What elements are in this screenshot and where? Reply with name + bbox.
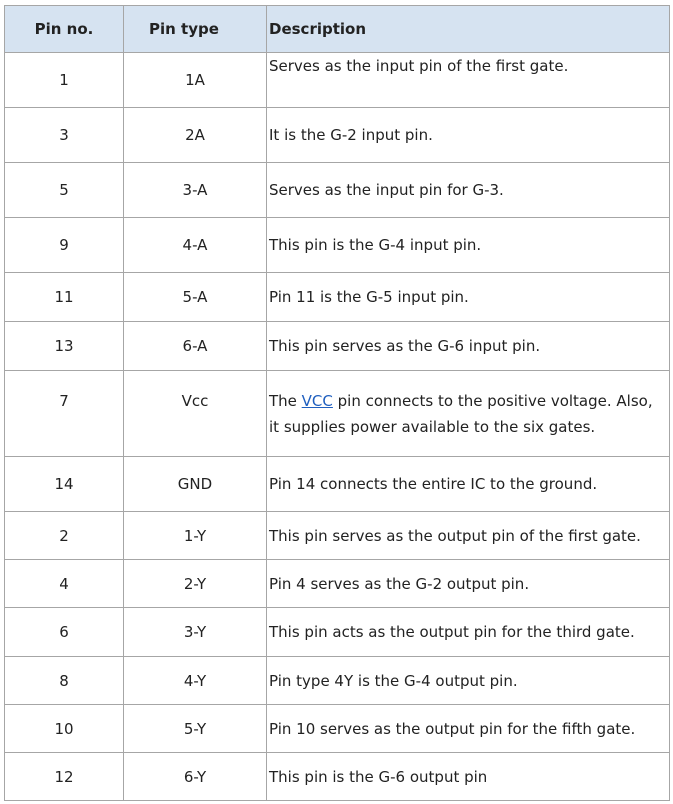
pin-number: 10 [5,705,124,753]
pin-description: This pin serves as the G-6 input pin. [267,322,670,371]
pin-description: It is the G-2 input pin. [267,108,670,163]
pin-description: Pin 11 is the G-5 input pin. [267,273,670,322]
pin-number: 11 [5,273,124,322]
description-text: pin connects to the positive voltage. Also, it supplies power available to the six gates. [269,392,653,436]
table-row [5,753,670,801]
pin-description: Pin 14 connects the entire IC to the ground. [267,457,670,512]
pin-number: 7 [5,371,124,457]
pin-number: 1 [5,53,124,108]
table-row [5,273,670,322]
pin-description: This pin serves as the output pin of the first gate. [267,512,670,560]
pin-type: 1A [124,53,267,108]
header-row [5,6,670,53]
pin-type: 4-Y [124,657,267,705]
table-row [5,705,670,753]
pin-description: This pin is the G-6 output pin [267,753,670,801]
table-row [5,512,670,560]
pin-description: Pin type 4Y is the G-4 output pin. [267,657,670,705]
header-pin-no: Pin no. [5,6,124,53]
pin-description: Pin 4 serves as the G-2 output pin. [267,560,670,608]
pin-number: 3 [5,108,124,163]
table-row [5,457,670,512]
pin-type: 1-Y [124,512,267,560]
pin-type: GND [124,457,267,512]
table-row [5,657,670,705]
table-row [5,53,670,108]
pin-type: 3-Y [124,608,267,657]
table-row [5,108,670,163]
description-text: The [269,392,302,410]
table-row [5,218,670,273]
pin-number: 2 [5,512,124,560]
pin-number: 12 [5,753,124,801]
pin-number: 9 [5,218,124,273]
table-row [5,371,670,457]
pin-type: 5-A [124,273,267,322]
pin-number: 6 [5,608,124,657]
pin-number: 4 [5,560,124,608]
pin-type: 3-A [124,163,267,218]
pin-number: 5 [5,163,124,218]
pin-type: 2A [124,108,267,163]
pin-description: This pin acts as the output pin for the third gate. [267,608,670,657]
pin-description: This pin is the G-4 input pin. [267,218,670,273]
table-row [5,163,670,218]
pin-description: Pin 10 serves as the output pin for the fifth gate. [267,705,670,753]
table-row [5,608,670,657]
vcc-link[interactable]: VCC [301,392,333,410]
pin-description [267,371,670,457]
pin-number: 8 [5,657,124,705]
table-row [5,560,670,608]
pin-description: Serves as the input pin of the first gate. [267,53,670,108]
header-description: Description [267,6,670,53]
pin-number: 14 [5,457,124,512]
header-pin-type: Pin type [124,6,267,53]
pin-table [4,5,670,801]
pin-type: 6-A [124,322,267,371]
pin-type: 2-Y [124,560,267,608]
pin-number: 13 [5,322,124,371]
pin-description: Serves as the input pin for G-3. [267,163,670,218]
pin-type: 4-A [124,218,267,273]
table-row [5,322,670,371]
pin-type: 5-Y [124,705,267,753]
pin-type: 6-Y [124,753,267,801]
pin-type: Vcc [124,371,267,457]
